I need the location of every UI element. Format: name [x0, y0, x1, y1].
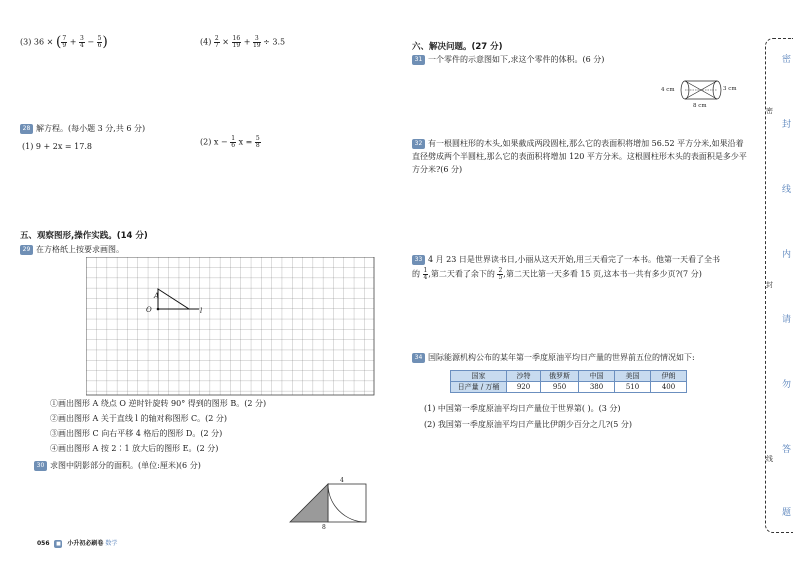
- dimension-8cm: 8 cm: [693, 103, 707, 109]
- book-title: 小升初必刷卷: [67, 540, 104, 547]
- point-o: [157, 308, 160, 311]
- seal-line-border: [765, 38, 793, 533]
- table-row: [451, 382, 687, 393]
- question-29-title: 29 在方格纸上按要求画图。: [20, 244, 124, 255]
- equation-2: (2) x − $\frac{1}{6}$ x = $\frac{5}{8}$: [200, 135, 260, 149]
- label-a: A: [154, 292, 160, 300]
- book-icon: ■: [56, 540, 61, 547]
- dimension-4cm: 4 cm: [661, 87, 675, 93]
- question-number-badge: 34: [412, 353, 425, 363]
- drawing-task-2: ②画出图形 A 关于直线 l 的轴对称图形 C。(2 分): [50, 414, 228, 423]
- seal-char: 密: [782, 55, 792, 65]
- section-5-heading: 五、观察图形,操作实践。(14 分): [20, 231, 148, 241]
- seal-char: 封: [782, 120, 792, 130]
- shaded-area-figure: [288, 481, 368, 527]
- table-cell: 510: [615, 382, 651, 393]
- question-34-part-1: (1) 中国第一季度原油平均日产量位于世界第( )。(3 分): [424, 404, 621, 413]
- question-number-badge: 28: [20, 124, 33, 134]
- dimension-top: 4: [340, 477, 344, 484]
- question-34-part-2: (2) 我国第一季度原油平均日产量比伊朗少百分之几?(5 分): [424, 420, 633, 429]
- question-30-title: 30 求图中阴影部分的面积。(单位:厘米)(6 分): [34, 460, 201, 471]
- seal-char: 答: [782, 445, 792, 455]
- seal-char: 内: [782, 250, 792, 260]
- question-32: 32 有一根圆柱形的木头,如果截成两段圆柱,那么它的表面积将增加 56.52 平方分米,如果沿着直径劈成两个半圆柱,那么它的表面积将增加 120 平方分米。这根圆柱形木头的表面积是多少平方分米?(6 分): [412, 139, 747, 174]
- table-cell: 920: [507, 382, 541, 393]
- table-header-cell: 国家: [451, 371, 507, 382]
- table-header-cell: 中国: [579, 371, 615, 382]
- binding-label-1: 密: [766, 107, 773, 115]
- binding-label-2: 封: [766, 281, 773, 289]
- seal-char: 勿: [782, 380, 792, 390]
- part-diagram: [675, 78, 735, 106]
- label-o: O: [146, 306, 152, 314]
- label-l: l: [200, 307, 203, 315]
- seal-char: 线: [782, 185, 792, 195]
- drawing-task-1: ①画出图形 A 绕点 O 逆时针旋转 90° 得到的图形 B。(2 分): [50, 399, 267, 408]
- seal-char: 题: [782, 508, 792, 518]
- table-cell: 950: [541, 382, 579, 393]
- table-cell: 日产量 / 万桶: [451, 382, 507, 393]
- table-header-cell: 沙特: [507, 371, 541, 382]
- page-footer: [37, 538, 117, 548]
- table-header-row: [451, 371, 687, 382]
- question-31-title: 31 一个零件的示意图如下,求这个零件的体积。(6 分): [412, 54, 604, 65]
- question-28-title: 28 解方程。(每小题 3 分,共 6 分): [20, 123, 145, 134]
- subject-label: 数学: [105, 540, 118, 547]
- table-cell: 400: [651, 382, 687, 393]
- table-cell: 380: [579, 382, 615, 393]
- equation-1: (1) 9 + 2x = 17.8: [22, 142, 92, 151]
- drawing-task-3: ③画出图形 C 向右平移 4 格后的图形 D。(2 分): [50, 429, 223, 438]
- drawing-task-4: ④画出图形 A 按 2∶1 放大后的图形 E。(2 分): [50, 444, 219, 453]
- dimension-bottom: 8: [322, 524, 326, 531]
- question-number-badge: 32: [412, 139, 425, 149]
- question-34-title: 34 国际能源机构公布的某年第一季度原油平均日产量的世界前五位的情况如下:: [412, 352, 695, 363]
- question-number-badge: 29: [20, 245, 33, 255]
- problem-3-expression: (3) 36 × ( $\frac{7}{9}$ + $\frac{3}{4}$ − $\frac{5}{6}$ ): [20, 34, 108, 50]
- page-number: 056: [37, 540, 50, 547]
- binding-label-3: 线: [766, 455, 773, 463]
- seal-char: 请: [782, 315, 792, 325]
- table-header-cell: 俄罗斯: [541, 371, 579, 382]
- dimension-3cm: 3 cm: [723, 86, 737, 92]
- section-6-heading: 六、解决问题。(27 分): [412, 42, 503, 52]
- question-33-line-2: 的 $\frac{1}{4}$ ,第二天看了余下的 $\frac{2}{5}$ ,第二天比第一天多看 15 页,这本书一共有多少页?(7 分): [412, 267, 702, 281]
- table-header-cell: 伊朗: [651, 371, 687, 382]
- graph-paper-grid: [86, 257, 376, 397]
- question-number-badge: 33: [412, 255, 425, 265]
- question-33-line-1: 33 4 月 23 日是世界读书日,小丽从这天开始,用三天看完了一本书。他第一天看了全书: [412, 254, 752, 265]
- question-number-badge: 30: [34, 461, 47, 471]
- question-number-badge: 31: [412, 55, 425, 65]
- oil-production-table: [450, 370, 687, 393]
- problem-4-expression: (4) $\frac{2}{7}$ × $\frac{16}{19}$ + $\frac{3}{19}$ ÷ 3.5: [200, 35, 286, 49]
- table-header-cell: 美国: [615, 371, 651, 382]
